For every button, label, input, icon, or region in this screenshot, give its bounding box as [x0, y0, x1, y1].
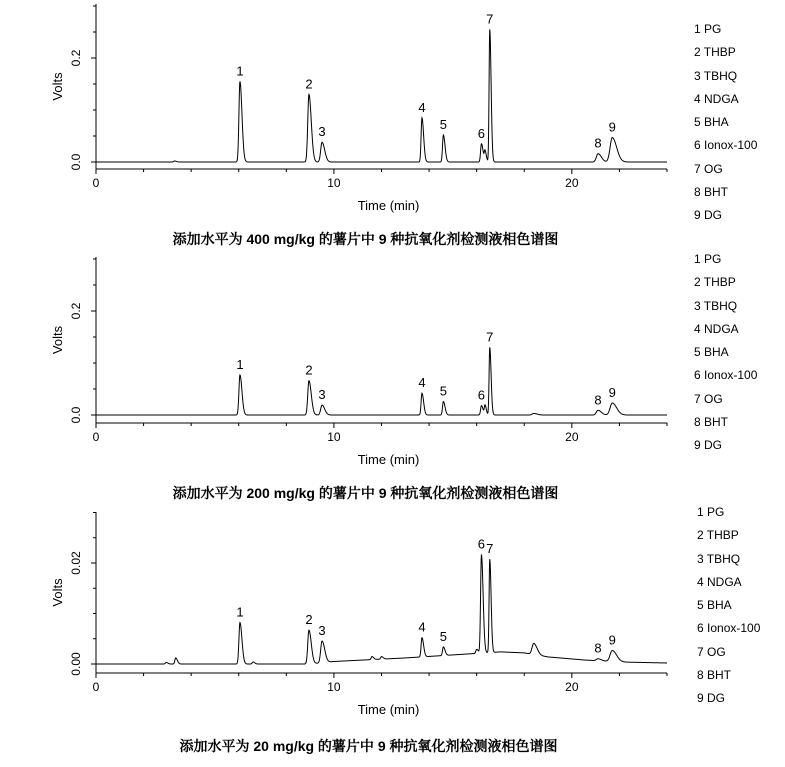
x-axis-label: Time (min): [357, 702, 420, 717]
y-tick-label: 0.02: [69, 551, 83, 575]
peak-label-7: 7: [486, 11, 494, 27]
chart-caption-20: 添加水平为 20 mg/kg 的薯片中 9 种抗氧化剂检测液相色谱图: [179, 738, 558, 754]
legend-entry-og: 7 OG: [694, 391, 723, 406]
legend-entry-ndga: 4 NDGA: [694, 321, 739, 336]
peak-label-7: 7: [486, 329, 494, 345]
chromatogram-trace: [96, 347, 667, 415]
x-tick-label: 20: [565, 430, 579, 444]
legend-entry-pg: 1 PG: [697, 505, 725, 519]
chart-panel-3: [50, 512, 667, 717]
legend-panel-1: [694, 18, 757, 228]
x-tick-label: 10: [327, 176, 341, 190]
y-axis-label: Volts: [50, 578, 65, 607]
legend-entry-thbp: 2 THBP: [694, 45, 736, 60]
peak-label-5: 5: [439, 383, 447, 399]
x-tick-label: 10: [327, 680, 341, 694]
legend-entry-bht: 8 BHT: [697, 668, 732, 683]
legend-entry-og: 7 OG: [694, 161, 723, 176]
peak-label-1: 1: [236, 63, 244, 79]
legend-entry-bha: 5 BHA: [694, 115, 729, 130]
x-tick-label: 0: [92, 430, 100, 444]
legend-entry-thbp: 2 THBP: [694, 275, 736, 290]
legend-entry-tbhq: 3 TBHQ: [694, 68, 738, 83]
peak-label-9: 9: [608, 385, 616, 401]
legend-entry-ndga: 4 NDGA: [697, 574, 742, 589]
x-tick-label: 0: [92, 176, 100, 190]
legend-entry-bha: 5 BHA: [694, 345, 729, 360]
x-tick-label: 0: [92, 680, 100, 694]
x-tick-label: 10: [327, 430, 341, 444]
peak-label-2: 2: [305, 76, 313, 92]
y-tick-label: 0.0: [69, 406, 83, 424]
peak-label-4: 4: [418, 375, 426, 391]
y-tick-label: 0.2: [69, 302, 83, 320]
legend-entry-ionox: 6 Ionox-100: [694, 138, 758, 153]
peak-label-6: 6: [477, 125, 486, 141]
legend-entry-dg: 9 DG: [694, 208, 723, 223]
x-tick-label: 20: [565, 680, 579, 694]
peak-label-6: 6: [477, 536, 486, 552]
x-axis-label: Time (min): [357, 452, 420, 467]
peak-label-4: 4: [418, 619, 426, 635]
peak-label-2: 2: [305, 612, 313, 628]
legend-entry-dg: 9 DG: [697, 691, 726, 706]
y-tick-label: 0.2: [69, 49, 83, 67]
legend-entry-pg: 1 PG: [694, 22, 722, 36]
peak-label-4: 4: [418, 99, 426, 115]
legend-entry-thbp: 2 THBP: [697, 528, 739, 543]
peak-label-7: 7: [486, 541, 494, 557]
y-tick-label: 0.0: [69, 153, 83, 171]
legend-entry-bha: 5 BHA: [697, 598, 732, 613]
y-axis-label: Volts: [50, 325, 65, 355]
chart-caption-400: 添加水平为 400 mg/kg 的薯片中 9 种抗氧化剂检测液相色谱图: [172, 231, 559, 247]
y-tick-label: 0.00: [69, 652, 83, 676]
peak-label-8: 8: [594, 135, 602, 151]
chromatogram-trace: [96, 29, 667, 162]
legend-entry-bht: 8 BHT: [694, 415, 729, 430]
legend-entry-tbhq: 3 TBHQ: [697, 551, 741, 566]
peak-label-1: 1: [236, 356, 244, 372]
legend-entry-ionox: 6 Ionox-100: [697, 621, 761, 636]
chart-panel-1: [50, 4, 667, 213]
chart-caption-200: 添加水平为 200 mg/kg 的薯片中 9 种抗氧化剂检测液相色谱图: [172, 485, 559, 501]
x-tick-label: 20: [565, 176, 579, 190]
legend-panel-3: [697, 501, 760, 711]
peak-label-1: 1: [236, 604, 244, 620]
legend-entry-pg: 1 PG: [694, 252, 722, 266]
legend-entry-ndga: 4 NDGA: [694, 91, 739, 106]
legend-entry-bht: 8 BHT: [694, 185, 729, 200]
legend-entry-og: 7 OG: [697, 644, 726, 659]
peak-label-2: 2: [305, 362, 313, 378]
chart-panel-2: [50, 257, 667, 467]
peak-label-5: 5: [439, 116, 447, 132]
peak-label-3: 3: [318, 623, 326, 639]
peak-label-6: 6: [477, 387, 486, 403]
peak-label-8: 8: [594, 640, 602, 656]
peak-label-5: 5: [439, 628, 447, 644]
legend-panel-2: [694, 248, 757, 458]
legend-entry-dg: 9 DG: [694, 438, 723, 453]
legend-entry-tbhq: 3 TBHQ: [694, 298, 738, 313]
x-axis-label: Time (min): [357, 198, 420, 213]
peak-label-9: 9: [608, 632, 616, 648]
peak-label-9: 9: [608, 119, 616, 135]
peak-label-3: 3: [318, 387, 326, 403]
peak-label-8: 8: [594, 392, 602, 408]
peak-label-3: 3: [318, 124, 326, 140]
legend-entry-ionox: 6 Ionox-100: [694, 368, 758, 383]
chromatogram-trace: [96, 555, 667, 664]
y-axis-label: Volts: [50, 72, 65, 101]
